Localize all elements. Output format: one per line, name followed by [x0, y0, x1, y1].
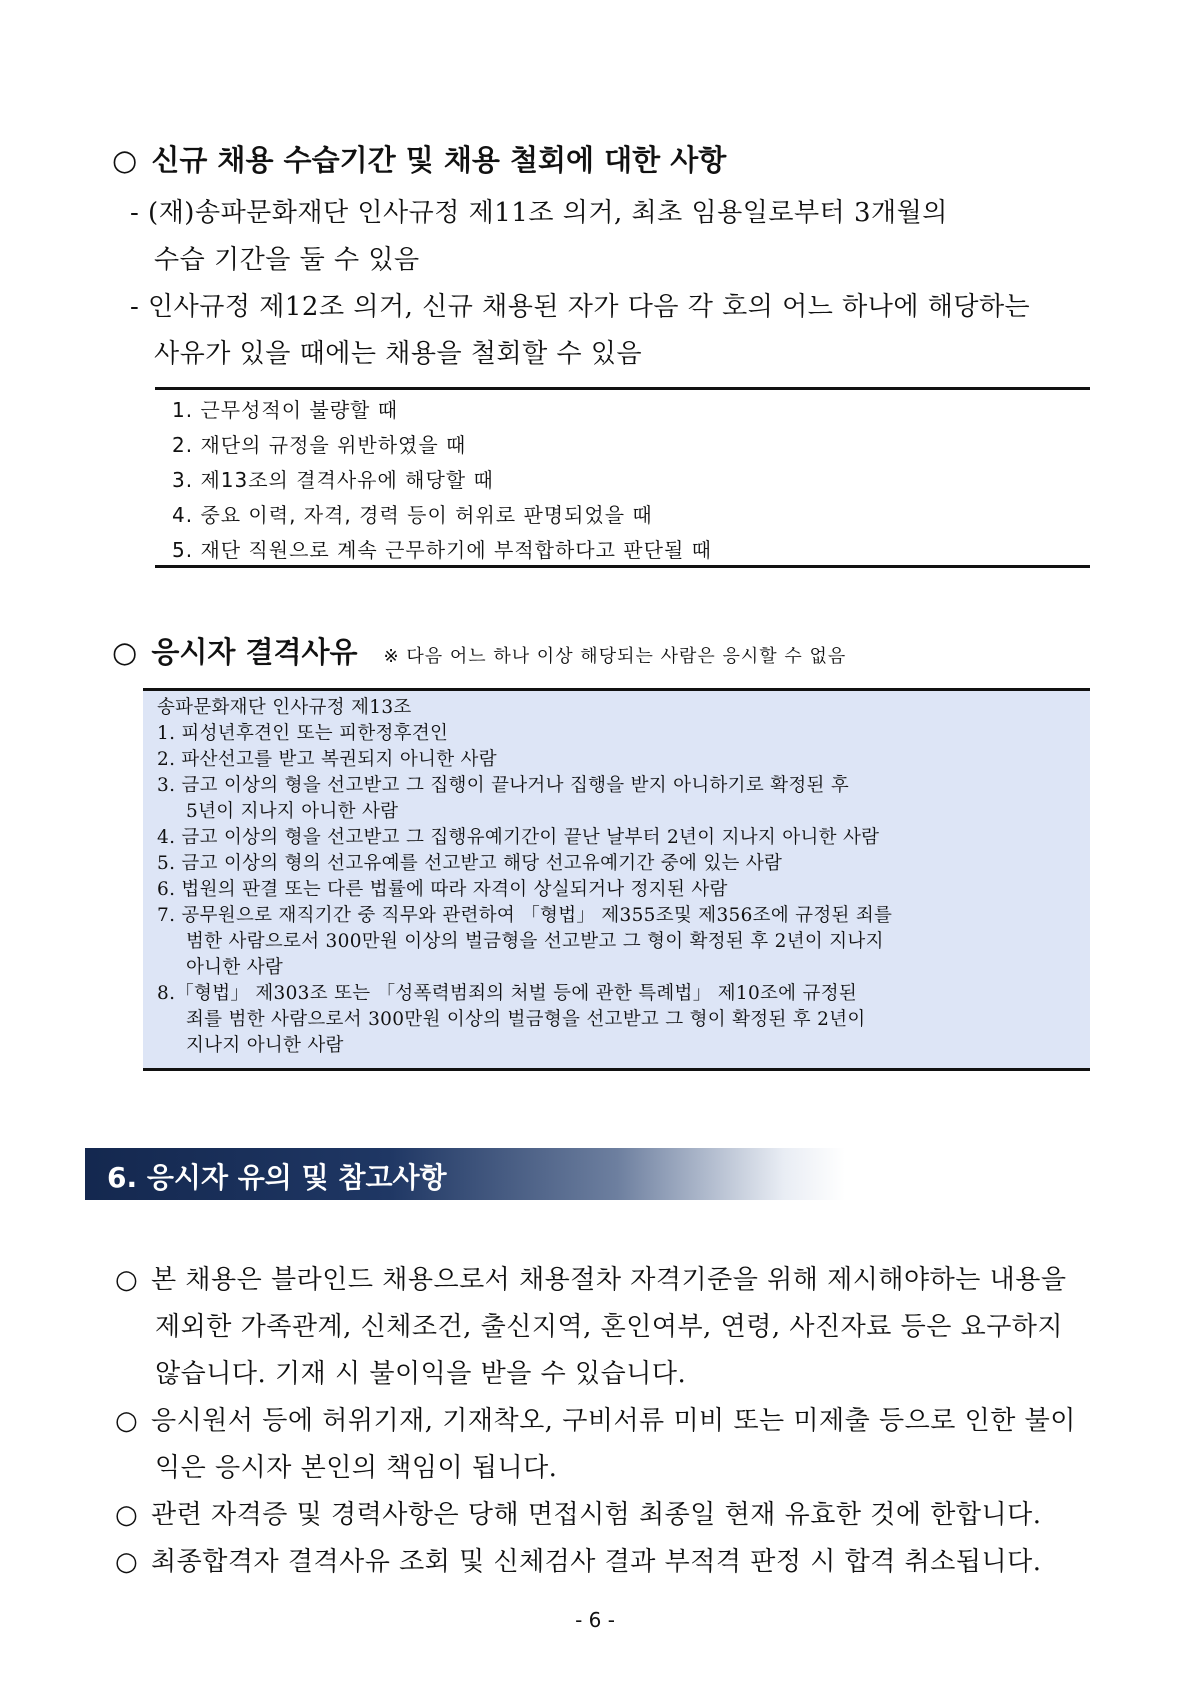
note-item	[115, 1257, 1115, 1304]
disqualification-box	[143, 688, 1090, 1071]
list-item: 1. 피성년후견인 또는 피한정후견인	[157, 723, 449, 744]
circle-bullet-icon: ○	[115, 1500, 139, 1530]
list-item: 3. 제13조의 결격사유에 해당할 때	[172, 468, 494, 492]
probation-paragraph	[130, 190, 1030, 378]
section-heading-disqualification	[112, 630, 846, 671]
list-item: 2. 재단의 규정을 위반하였을 때	[172, 433, 467, 457]
list-item-continuation: 범한 사람으로서 300만원 이상의 벌금형을 선고받고 그 형이 확정된 후 2년이 지나지	[186, 931, 884, 952]
section-note: ※ 다음 어느 하나 이상 해당되는 사람은 응시할 수 없음	[383, 646, 847, 667]
list-item: 1. 근무성적이 불량할 때	[172, 398, 399, 422]
circle-bullet-icon: ○	[112, 143, 138, 177]
list-item: 8.「형법」 제303조 또는 「성폭력범죄의 처벌 등에 관한 특례법」 제10조에 규정된	[157, 983, 858, 1004]
list-item: 4. 금고 이상의 형을 선고받고 그 집행유예기간이 끝난 날부터 2년이 지나지 아니한 사람	[157, 827, 880, 848]
list-item: 5. 금고 이상의 형의 선고유예를 선고받고 해당 선고유예기간 중에 있는 사람	[157, 853, 783, 874]
page-number: - 6 -	[575, 1608, 615, 1632]
note-text: 본 채용은 블라인드 채용으로서 채용절차 자격기준을 위해 제시해야하는 내용을	[151, 1265, 1067, 1295]
paragraph-line: - (재)송파문화재단 인사규정 제11조 의거, 최초 임용일로부터 3개월의	[130, 198, 948, 228]
paragraph-line: - 인사규정 제12조 의거, 신규 채용된 자가 다음 각 호의 어느 하나에 해당하는	[130, 292, 1031, 322]
circle-bullet-icon: ○	[115, 1265, 139, 1295]
list-item-continuation: 죄를 범한 사람으로서 300만원 이상의 벌금형을 선고받고 그 형이 확정된 후 2년이	[186, 1009, 866, 1030]
note-text: 최종합격자 결격사유 조회 및 신체검사 결과 부적격 판정 시 합격 취소됩니다.	[151, 1547, 1042, 1577]
circle-bullet-icon: ○	[112, 635, 138, 669]
box-title: 송파문화재단 인사규정 제13조	[157, 697, 412, 718]
list-item: 4. 중요 이력, 자격, 경력 등이 허위로 판명되었을 때	[172, 503, 653, 527]
note-item	[115, 1539, 1115, 1586]
list-item-continuation: 5년이 지나지 아니한 사람	[186, 801, 399, 822]
note-item	[115, 1398, 1115, 1445]
paragraph-line: 수습 기간을 둘 수 있음	[154, 245, 420, 275]
list-item: 3. 금고 이상의 형을 선고받고 그 집행이 끝나거나 집행을 받지 아니하기로 확정된 후	[157, 775, 850, 796]
list-item-continuation: 지나지 아니한 사람	[186, 1035, 344, 1056]
note-text: 응시원서 등에 허위기재, 기재착오, 구비서류 미비 또는 미제출 등으로 인한 불이	[151, 1406, 1076, 1436]
section-heading-probation	[112, 138, 726, 179]
note-text: 관련 자격증 및 경력사항은 당해 면접시험 최종일 현재 유효한 것에 한합니다.	[151, 1500, 1042, 1530]
note-continuation: 않습니다. 기재 시 불이익을 받을 수 있습니다.	[155, 1359, 687, 1389]
note-continuation: 익은 응시자 본인의 책임이 됩니다.	[155, 1453, 558, 1483]
section-title: 신규 채용 수습기간 및 채용 철회에 대한 사항	[151, 143, 727, 177]
section-title: 응시자 결격사유	[151, 635, 358, 669]
list-item: 2. 파산선고를 받고 복권되지 아니한 사람	[157, 749, 497, 770]
list-item: 6. 법원의 판결 또는 다른 법률에 따라 자격이 상실되거나 정지된 사람	[157, 879, 728, 900]
list-item: 7. 공무원으로 재직기간 중 직무와 관련하여 「형법」 제355조및 제356조에 규정된 죄를	[157, 905, 893, 926]
section-header-title: 6. 응시자 유의 및 참고사항	[107, 1161, 447, 1194]
list-item: 5. 재단 직원으로 계속 근무하기에 부적합하다고 판단될 때	[172, 538, 712, 562]
circle-bullet-icon: ○	[115, 1406, 139, 1436]
withdrawal-reasons-box	[155, 387, 1090, 568]
note-item	[115, 1492, 1115, 1539]
circle-bullet-icon: ○	[115, 1547, 139, 1577]
paragraph-line: 사유가 있을 때에는 채용을 철회할 수 있음	[154, 339, 643, 369]
list-item-continuation: 아니한 사람	[186, 957, 284, 978]
section-header-bar	[85, 1148, 845, 1200]
applicant-notes	[115, 1257, 1115, 1586]
note-continuation: 제외한 가족관계, 신체조건, 출신지역, 혼인여부, 연령, 사진자료 등은 요구하지	[155, 1312, 1064, 1342]
